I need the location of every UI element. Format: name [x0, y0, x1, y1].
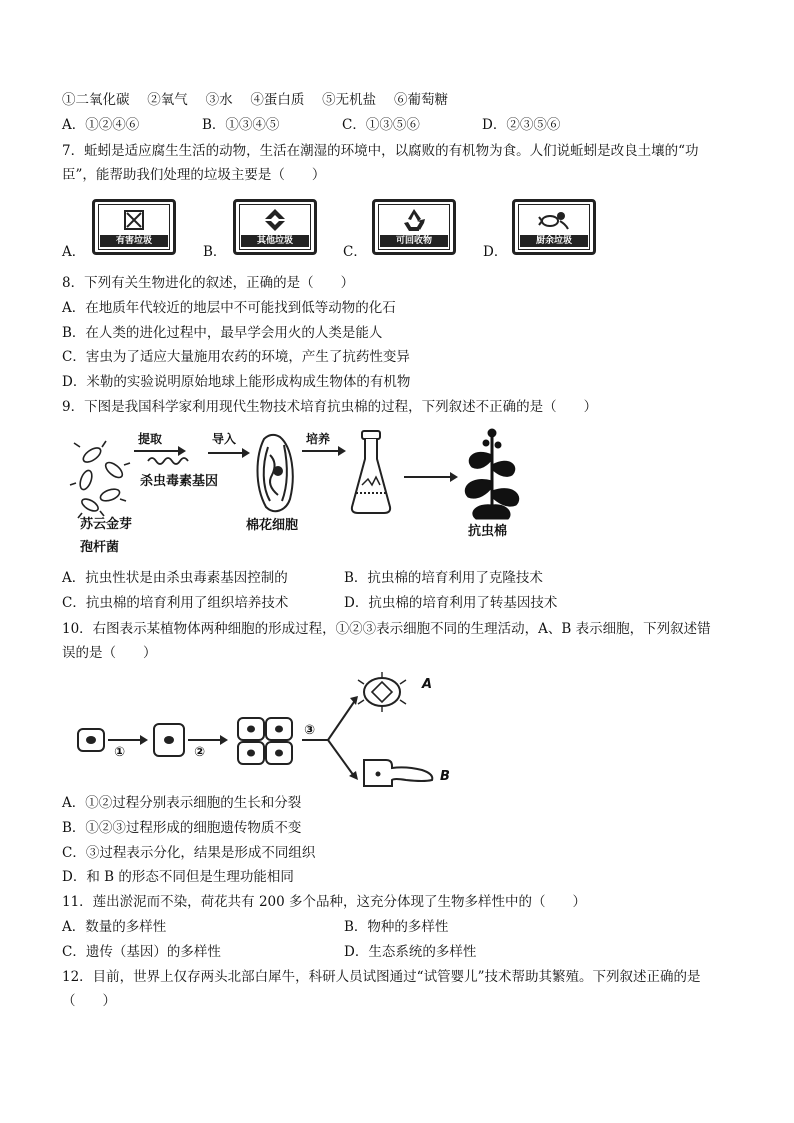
q9-option-b: B．抗虫棉的培育利用了克隆技术 — [344, 570, 543, 586]
divided-cells — [238, 718, 292, 764]
q6-option-b: B．①③④⑤ — [202, 117, 280, 133]
q10-stem-line2: 误的是（ ） — [62, 645, 157, 661]
sign-caption-hazardous: 有害垃圾 — [100, 235, 168, 247]
q11-option-c: C．遗传（基因）的多样性 — [62, 944, 221, 960]
recyclable-sign — [372, 199, 456, 255]
bacteria-label-line2: 孢杆菌 — [80, 540, 120, 555]
q7-letter-a: A． — [62, 244, 86, 260]
sign-caption-kitchen: 厨余垃圾 — [520, 235, 588, 247]
other-waste-sign — [233, 199, 317, 255]
gene-icon — [148, 458, 188, 464]
q6-option-a: A．①②④⑥ — [62, 117, 140, 133]
q9-stem: 9．下图是我国科学家利用现代生物技术培育抗虫棉的过程，下列叙述不正确的是（ ） — [62, 399, 598, 415]
cell-b-label: B — [440, 769, 450, 784]
q7-stem-line2: 臣”，能帮助我们处理的垃圾主要是（ ） — [62, 167, 326, 183]
q9-option-a: A．抗虫性状是由杀虫毒素基因控制的 — [62, 570, 288, 586]
q8-option-b: B．在人类的进化过程中，最早学会用火的人类是能人 — [62, 325, 383, 341]
process-1-label: ① — [114, 745, 126, 760]
cell-b — [364, 760, 432, 786]
q7-letter-c: C． — [343, 244, 367, 260]
hazardous-waste-sign — [92, 199, 176, 255]
q8-stem: 8．下列有关生物进化的叙述，正确的是（ ） — [62, 275, 355, 291]
cell-formation-diagram — [62, 668, 482, 788]
plant-label: 抗虫棉 — [468, 524, 508, 539]
culture-label: 培养 — [306, 432, 331, 446]
q11-option-a: A．数量的多样性 — [62, 919, 167, 935]
extract-label: 提取 — [138, 432, 163, 446]
q10-option-c: C．③过程表示分化，结果是形成不同组织 — [62, 845, 316, 861]
other-waste-icon — [261, 207, 289, 233]
food-waste-icon — [538, 207, 570, 233]
insect-resistant-cotton-diagram — [62, 425, 542, 560]
cell-a — [358, 672, 406, 712]
q9-option-d: D．抗虫棉的培育利用了转基因技术 — [344, 595, 558, 611]
gene-label: 杀虫毒素基因 — [140, 474, 219, 489]
sign-caption-other: 其他垃圾 — [241, 235, 309, 247]
q11-stem: 11．莲出淤泥而不染，荷花共有 200 多个品种，这充分体现了生物多样性中的（ ） — [62, 894, 587, 910]
import-label: 导入 — [212, 432, 237, 446]
q6-items: ①二氧化碳 ②氧气 ③水 ④蛋白质 ⑤无机盐 ⑥葡萄糖 — [62, 92, 448, 108]
process-2-label: ② — [194, 745, 206, 760]
recycle-icon — [399, 206, 429, 234]
q7-stem-line1: 7．蚯蚓是适应腐生生活的动物，生活在潮湿的环境中，以腐败的有机物为食。人们说蚯蚓是改良土壤的“功 — [62, 143, 699, 159]
cotton-cell-icon — [258, 435, 293, 511]
q7-letter-d: D． — [483, 244, 508, 260]
q10-option-b: B．①②③过程形成的细胞遗传物质不变 — [62, 820, 302, 836]
cotton-plant-icon — [465, 429, 518, 519]
q10-option-d: D．和 B 的形态不同但是生理功能相同 — [62, 869, 294, 885]
q6-option-c: C．①③⑤⑥ — [342, 117, 420, 133]
sign-caption-recyclable: 可回收物 — [380, 235, 448, 247]
q7-letter-b: B． — [203, 244, 227, 260]
q12-stem-line1: 12．目前，世界上仅存两头北部白犀牛，科研人员试图通过“试管婴儿”技术帮助其繁殖。下列叙述正确的是 — [62, 969, 701, 985]
cell-a-label: A — [422, 677, 433, 692]
q8-option-c: C．害虫为了适应大量施用农药的环境，产生了抗药性变异 — [62, 349, 410, 365]
q10-stem-line1: 10．右图表示某植物体两种细胞的形成过程，①②③表示细胞不同的生理活动，A、B 表示细胞，下列叙述错 — [62, 621, 711, 637]
q8-option-a: A．在地质年代较近的地层中不可能找到低等动物的化石 — [62, 300, 396, 316]
q6-option-d: D．②③⑤⑥ — [482, 117, 561, 133]
culture-flask-icon — [352, 431, 390, 513]
process-3-label: ③ — [304, 723, 316, 738]
q9-option-c: C．抗虫棉的培育利用了组织培养技术 — [62, 595, 289, 611]
bacteria-label-line1: 苏云金芽 — [80, 517, 133, 532]
q12-stem-line2: （ ） — [62, 993, 116, 1009]
kitchen-waste-sign — [512, 199, 596, 255]
cell-label: 棉花细胞 — [246, 518, 299, 533]
q10-option-a: A．①②过程分别表示细胞的生长和分裂 — [62, 795, 302, 811]
q11-option-d: D．生态系统的多样性 — [344, 944, 477, 960]
hazard-icon — [122, 208, 146, 232]
q11-option-b: B．物种的多样性 — [344, 919, 449, 935]
bacteria-icon — [70, 441, 130, 518]
q8-option-d: D．米勒的实验说明原始地球上能形成构成生物体的有机物 — [62, 374, 411, 390]
